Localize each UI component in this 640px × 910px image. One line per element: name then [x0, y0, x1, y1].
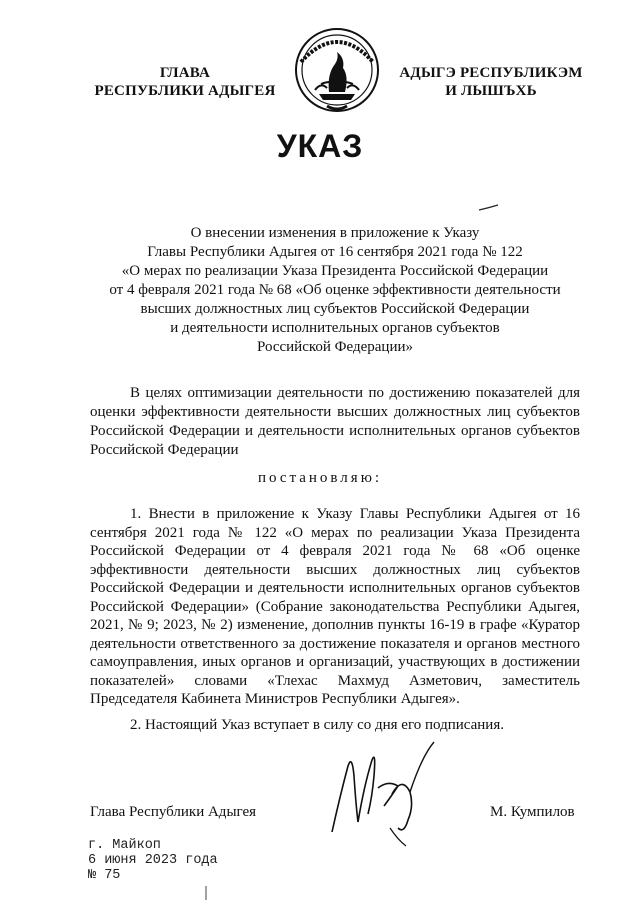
- decree-word: постановляю:: [257, 470, 383, 486]
- coat-of-arms-icon: [291, 24, 383, 116]
- subject-line: «О мерах по реализации Указа Президента Российской Федерации: [121, 263, 549, 279]
- header-right: [396, 64, 586, 100]
- subject-line: Российской Федерации»: [256, 339, 413, 355]
- decree-number: № 75: [88, 868, 121, 883]
- document-subject: [90, 224, 580, 357]
- decree-item-2: 2. Настоящий Указ вступает в силу со дня его подписания.: [130, 717, 504, 733]
- subject-line: высших должностных лиц субъектов Российской Федерации: [140, 301, 530, 317]
- city: г. Майкоп: [88, 838, 161, 853]
- place-date-number: [88, 838, 218, 883]
- signatory-post: Глава Республики Адыгея: [90, 804, 257, 820]
- header-left-line2: РЕСПУБЛИКИ АДЫГЕЯ: [94, 83, 276, 99]
- header-right-line2: И ЛЫШЪХЬ: [445, 83, 537, 99]
- subject-line: Главы Республики Адыгея от 16 сентября 2021 года № 122: [147, 244, 523, 260]
- preamble-paragraph: В целях оптимизации деятельности по достижению показателей для оценки эффективности деятельности высших должностных лиц субъектов Российской Федерации и деятельности исполнительных органов субъектов Российской Федерации: [90, 385, 580, 458]
- header-left: [90, 64, 280, 100]
- subject-line: и деятельности исполнительных органов субъектов: [170, 320, 500, 336]
- header-right-line1: АДЫГЭ РЕСПУБЛИКЭМ: [399, 65, 583, 81]
- header-left-line1: ГЛАВА: [159, 65, 211, 81]
- signatory-name: М. Кумпилов: [490, 804, 575, 820]
- pen-mark-icon: [478, 204, 500, 212]
- handwritten-signature: [318, 736, 458, 848]
- scan-mark-icon: [205, 886, 207, 900]
- decree-item-1: 1. Внести в приложение к Указу Главы Республики Адыгея от 16 сентября 2021 года № 122 «О мерах по реализации Указа Президента Российской Федерации от 4 февраля 2021 года № 68 «Об оценке эффективности деятельности высших должностных лиц субъектов Российской Федерации и деятельности исполнительных органов субъектов Российской Федерации» (Собрание законодательства Республики Адыгея, 2021, № 9; 2023, № 2) изменение, дополнив пункты 16-19 в графе «Куратор деятельности ответственного за достижение показателя и органов местного самоуправления, иных органов и организаций, участвующих в достижении показателей» словами «Тлехас Махмуд Азметович, заместитель Председателя Кабинета Министров Республики Адыгея».: [90, 506, 580, 707]
- subject-line: О внесении изменения в приложение к Указу: [190, 225, 480, 241]
- date: 6 июня 2023 года: [88, 853, 218, 868]
- subject-line: от 4 февраля 2021 года № 68 «Об оценке эффективности деятельности: [109, 282, 561, 298]
- document-title: УКАЗ: [276, 128, 364, 164]
